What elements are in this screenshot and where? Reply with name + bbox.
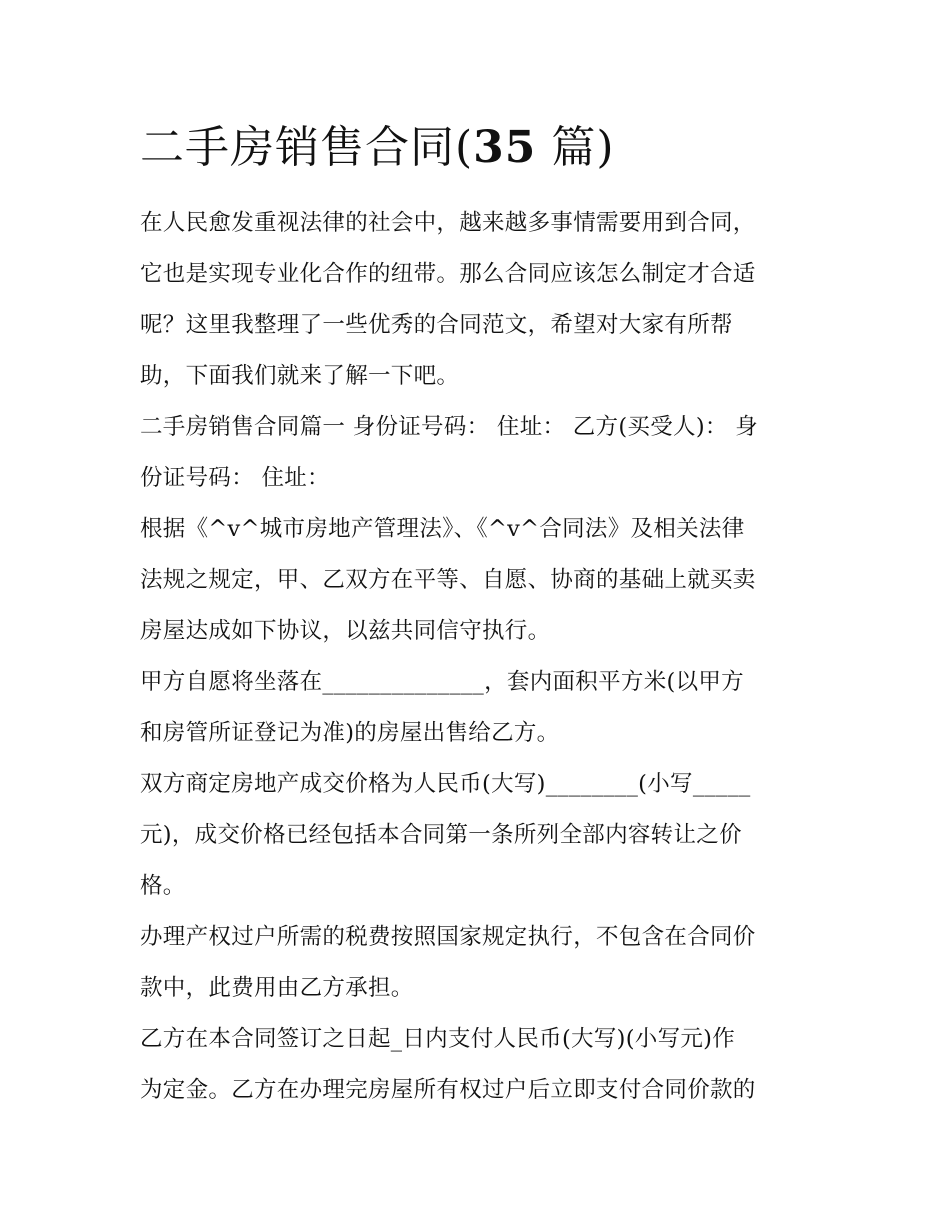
body-line: 款中，此费用由乙方承担。 — [140, 975, 414, 1001]
body-line: 二手房销售合同篇一 身份证号码： 住址： 乙方(买受人)： 身 — [140, 414, 758, 440]
body-line: 和房管所证登记为准)的房屋出售给乙方。 — [140, 720, 560, 746]
body-line: 根据《^v^城市房地产管理法》、《^v^合同法》及相关法律 — [140, 516, 745, 542]
body-line: 格。 — [140, 873, 186, 899]
body-line: 助，下面我们就来了解一下吧。 — [140, 363, 460, 389]
body-line: 在人民愈发重视法律的社会中，越来越多事情需要用到合同， — [140, 210, 756, 236]
body-line: 它也是实现专业化合作的纽带。那么合同应该怎么制定才合适 — [140, 261, 756, 287]
body-line: 法规之规定，甲、乙双方在平等、自愿、协商的基础上就买卖 — [140, 567, 756, 593]
body-line: 乙方在本合同签订之日起_日内支付人民币(大写)(小写元)作 — [140, 1026, 736, 1052]
body-line: 元)，成交价格已经包括本合同第一条所列全部内容转让之价 — [140, 822, 742, 848]
document-title — [140, 118, 840, 178]
title-suffix: 篇) — [536, 122, 615, 173]
body-line: 甲方自愿将坐落在______________，套内面积平方米(以甲方 — [140, 669, 744, 695]
body-line: 份证号码： 住址： — [140, 465, 330, 491]
body-line: 双方商定房地产成交价格为人民币(大写)________(小写_____ — [140, 771, 751, 797]
body-line: 为定金。乙方在办理完房屋所有权过户后立即支付合同价款的 — [140, 1077, 756, 1103]
title-text: 二手房销售合同( — [140, 122, 474, 173]
title-number: 35 — [473, 122, 537, 173]
body-line: 办理产权过户所需的税费按照国家规定执行，不包含在合同价 — [140, 924, 756, 950]
body-line: 呢？这里我整理了一些优秀的合同范文，希望对大家有所帮 — [140, 312, 733, 338]
document-body — [140, 198, 820, 1116]
body-line: 房屋达成如下协议，以兹共同信守执行。 — [140, 618, 551, 644]
